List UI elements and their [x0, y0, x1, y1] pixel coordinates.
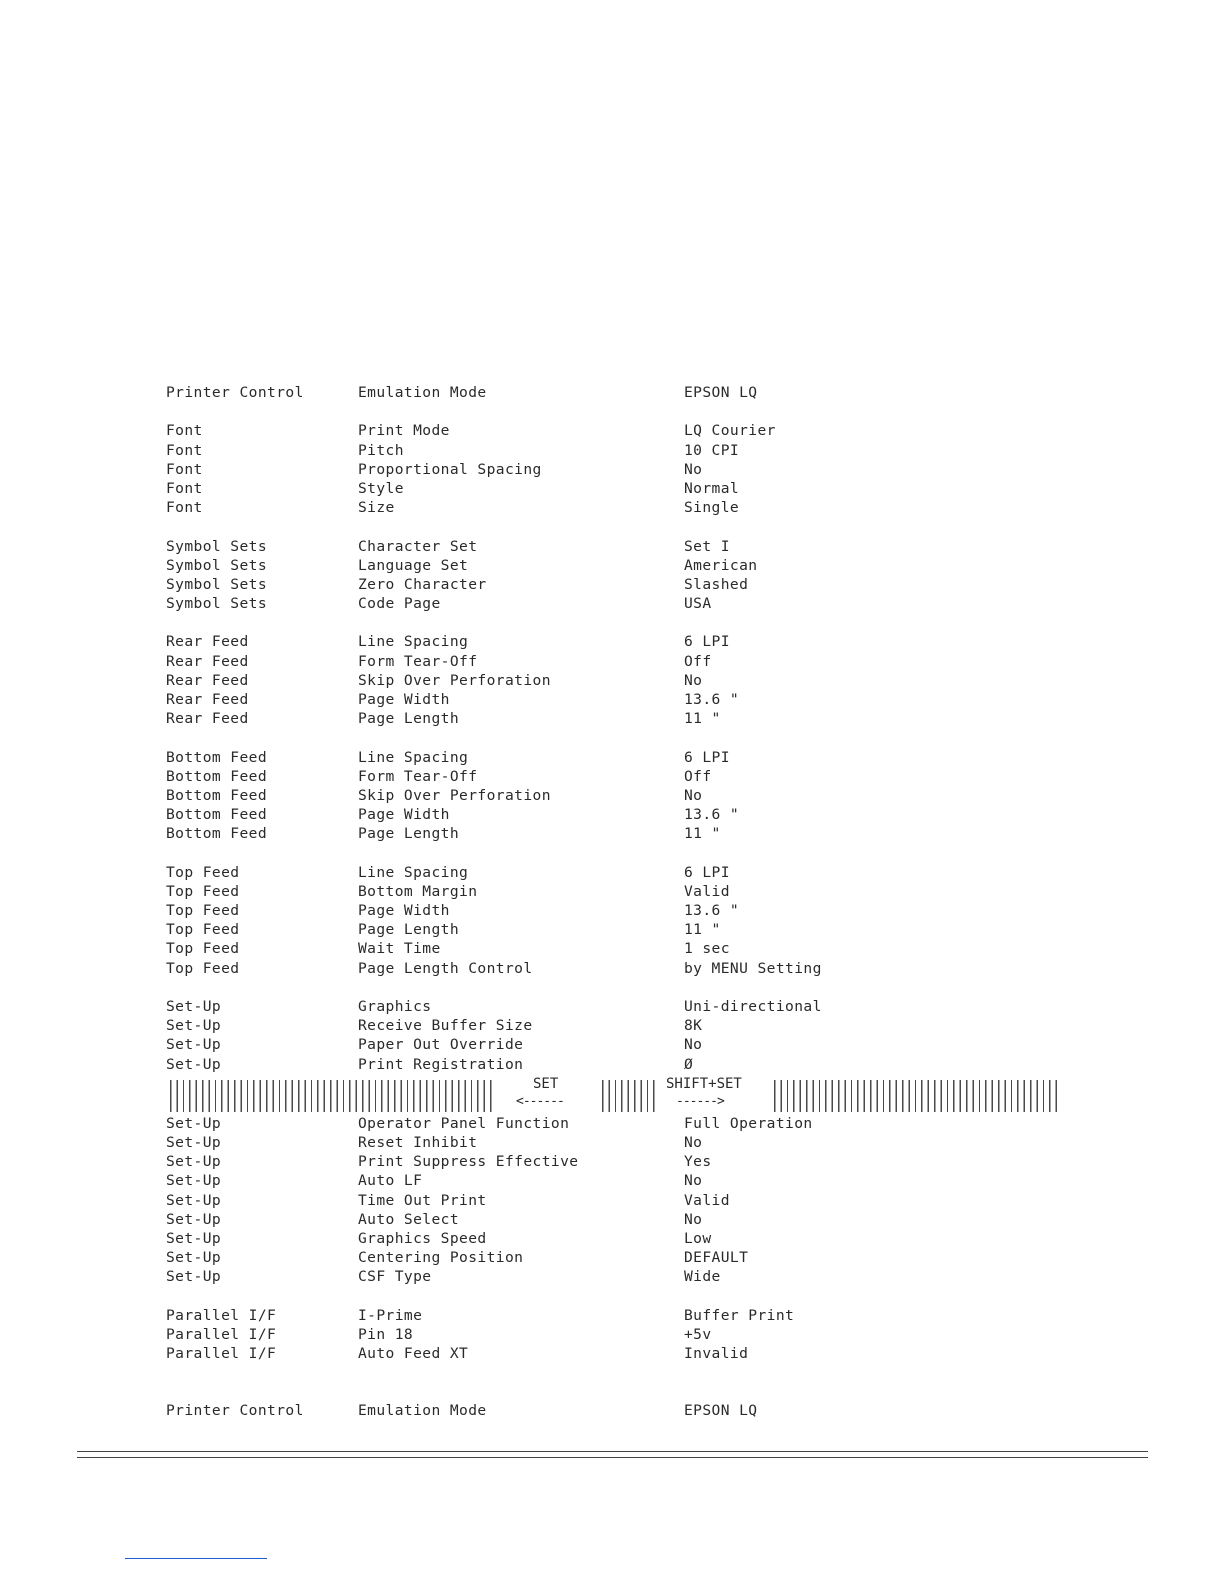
setting-name: Code Page	[358, 595, 441, 613]
setting-value: Normal	[684, 479, 740, 497]
setting-category: Top Feed	[166, 959, 240, 977]
setting-row	[166, 920, 1066, 939]
setting-value: 11 "	[684, 825, 721, 843]
divider-stripes-middle	[602, 1080, 656, 1112]
setting-value: Single	[684, 499, 740, 517]
setting-row	[166, 863, 1066, 882]
setting-name: Form Tear-Off	[358, 767, 478, 785]
setting-category: Symbol Sets	[166, 556, 268, 574]
setting-row	[166, 652, 1066, 671]
setting-name: Style	[358, 479, 404, 497]
setting-row	[166, 632, 1066, 651]
setting-value: 13.6 "	[684, 691, 740, 708]
setting-row	[166, 671, 1066, 690]
setting-value: 11 "	[684, 921, 721, 939]
setting-name: Graphics	[358, 998, 432, 1015]
setting-row	[166, 1325, 1066, 1344]
setting-name: Line Spacing	[358, 748, 469, 766]
setting-value: No	[684, 1133, 703, 1151]
setting-value: Buffer Print	[684, 1306, 795, 1324]
setting-value: DEFAULT	[684, 1249, 749, 1267]
setting-name: Skip Over Perforation	[358, 671, 551, 689]
setting-value: No	[684, 1036, 703, 1054]
setting-row	[166, 1229, 1066, 1248]
setting-row	[166, 997, 1066, 1016]
setting-category: Symbol Sets	[166, 595, 268, 613]
setting-category: Font	[166, 441, 203, 459]
setting-name: Pin 18	[358, 1325, 414, 1343]
setting-category: Printer Control	[166, 384, 304, 401]
setting-category: Symbol Sets	[166, 537, 268, 555]
setting-value: Uni-directional	[684, 998, 822, 1015]
setting-row	[166, 383, 1066, 402]
setting-value: No	[684, 1210, 703, 1228]
setting-row	[166, 882, 1066, 901]
setting-category: Top Feed	[166, 882, 240, 900]
setting-row	[166, 594, 1066, 613]
divider-stripes-right	[774, 1080, 1060, 1112]
setting-name: Time Out Print	[358, 1191, 487, 1209]
setting-row	[166, 1401, 1066, 1420]
setting-category: Set-Up	[166, 1153, 222, 1171]
setting-name: Bottom Margin	[358, 882, 478, 900]
setting-value: Ø	[684, 1055, 694, 1073]
setting-category: Font	[166, 479, 203, 497]
setting-row	[166, 421, 1066, 440]
setting-value: 8K	[684, 1017, 703, 1035]
setting-value: 1 sec	[684, 940, 730, 958]
setting-value: 10 CPI	[684, 441, 740, 459]
setting-name: Auto Select	[358, 1210, 460, 1228]
setting-value: American	[684, 556, 758, 574]
setting-name: Print Mode	[358, 422, 450, 440]
footer-rule-top	[77, 1451, 1148, 1452]
setting-name: Paper Out Override	[358, 1036, 524, 1054]
setting-name: Character Set	[358, 537, 478, 555]
setting-category: Set-Up	[166, 1114, 222, 1132]
setting-row	[166, 479, 1066, 498]
setting-value: Wide	[684, 1268, 721, 1286]
setting-name: Size	[358, 499, 395, 517]
setting-category: Set-Up	[166, 1036, 222, 1054]
setting-row	[166, 748, 1066, 767]
setting-row	[166, 460, 1066, 479]
setting-category: Bottom Feed	[166, 806, 268, 824]
setting-row	[166, 1248, 1066, 1267]
setting-name: Page Length	[358, 710, 460, 728]
setting-value: 6 LPI	[684, 633, 730, 651]
setting-row	[166, 1035, 1066, 1054]
setting-row	[166, 1133, 1066, 1152]
setting-name: Wait Time	[358, 940, 441, 958]
setting-row	[166, 441, 1066, 460]
setting-category: Symbol Sets	[166, 575, 268, 593]
setting-row	[166, 537, 1066, 556]
shift-set-arrow-right: ------>	[676, 1093, 724, 1109]
setting-value: No	[684, 460, 703, 478]
setting-name: Form Tear-Off	[358, 652, 478, 670]
setting-row	[166, 1171, 1066, 1190]
setting-name: I-Prime	[358, 1306, 423, 1324]
setting-category: Top Feed	[166, 940, 240, 958]
setting-value: No	[684, 1172, 703, 1190]
setting-name: Pitch	[358, 441, 404, 459]
setting-category: Set-Up	[166, 1268, 222, 1286]
setting-name: Auto Feed XT	[358, 1345, 469, 1362]
setting-name: Page Width	[358, 691, 450, 708]
setting-category: Printer Control	[166, 1402, 304, 1420]
printer-settings-printout	[166, 383, 1066, 1420]
setting-category: Set-Up	[166, 1249, 222, 1267]
set-label: SET	[533, 1075, 559, 1092]
setting-category: Parallel I/F	[166, 1306, 277, 1324]
setting-row	[166, 575, 1066, 594]
setting-row	[166, 556, 1066, 575]
setting-name: Auto LF	[358, 1172, 423, 1190]
setting-row	[166, 1267, 1066, 1286]
setting-row	[166, 901, 1066, 920]
shift-set-label: SHIFT+SET	[666, 1075, 742, 1092]
setting-name: Graphics Speed	[358, 1229, 487, 1247]
setting-row	[166, 1344, 1066, 1363]
setting-row	[166, 786, 1066, 805]
setting-value: Low	[684, 1229, 712, 1247]
setting-value: No	[684, 786, 703, 804]
setting-row	[166, 1210, 1066, 1229]
setting-category: Set-Up	[166, 1229, 222, 1247]
setting-row	[166, 1152, 1066, 1171]
setting-value: EPSON LQ	[684, 1402, 758, 1420]
setting-row	[166, 824, 1066, 843]
setting-value: Off	[684, 652, 712, 670]
setting-category: Set-Up	[166, 1055, 222, 1073]
setting-category: Set-Up	[166, 1191, 222, 1209]
setting-category: Bottom Feed	[166, 825, 268, 843]
setting-category: Bottom Feed	[166, 786, 268, 804]
setting-value: USA	[684, 595, 712, 613]
setting-value: 6 LPI	[684, 748, 730, 766]
setting-value: Valid	[684, 882, 730, 900]
setting-value: 13.6 "	[684, 806, 740, 824]
setting-category: Bottom Feed	[166, 748, 268, 766]
setting-name: Page Width	[358, 806, 450, 824]
setting-category: Font	[166, 460, 203, 478]
setting-name: Line Spacing	[358, 863, 469, 881]
setting-value: Slashed	[684, 575, 749, 593]
setting-name: Centering Position	[358, 1249, 524, 1267]
setting-value: No	[684, 671, 703, 689]
setting-row	[166, 805, 1066, 824]
setting-value: by MENU Setting	[684, 959, 822, 977]
setting-category: Top Feed	[166, 863, 240, 881]
setting-name: Line Spacing	[358, 633, 469, 651]
setting-row	[166, 1016, 1066, 1035]
setting-category: Rear Feed	[166, 652, 249, 670]
setting-row	[166, 939, 1066, 958]
setting-name: Print Registration	[358, 1055, 524, 1073]
setting-row	[166, 767, 1066, 786]
setting-value: EPSON LQ	[684, 384, 758, 401]
setting-name: Receive Buffer Size	[358, 1017, 533, 1035]
setting-name: Skip Over Perforation	[358, 786, 551, 804]
setting-name: Reset Inhibit	[358, 1133, 478, 1151]
setting-name: Proportional Spacing	[358, 460, 542, 478]
setting-category: Top Feed	[166, 921, 240, 939]
setting-value: Full Operation	[684, 1114, 813, 1132]
set-shift-divider	[166, 1076, 1066, 1114]
setting-row	[166, 959, 1066, 978]
setting-row	[166, 1191, 1066, 1210]
setting-value: Invalid	[684, 1345, 749, 1362]
setting-row	[166, 1114, 1066, 1133]
setting-category: Parallel I/F	[166, 1325, 277, 1343]
setting-name: Page Length Control	[358, 959, 533, 977]
setting-category: Font	[166, 499, 203, 517]
setting-name: CSF Type	[358, 1268, 432, 1286]
setting-name: Emulation Mode	[358, 384, 487, 401]
setting-value: LQ Courier	[684, 422, 776, 440]
setting-value: Set I	[684, 537, 730, 555]
setting-category: Font	[166, 422, 203, 440]
setting-category: Rear Feed	[166, 633, 249, 651]
setting-name: Emulation Mode	[358, 1402, 487, 1420]
setting-category: Rear Feed	[166, 691, 249, 708]
setting-row	[166, 1306, 1066, 1325]
setting-category: Set-Up	[166, 1017, 222, 1035]
setting-name: Page Width	[358, 902, 450, 920]
setting-value: 13.6 "	[684, 902, 740, 920]
setting-category: Parallel I/F	[166, 1345, 277, 1362]
setting-value: Valid	[684, 1191, 730, 1209]
setting-category: Bottom Feed	[166, 767, 268, 785]
setting-row	[166, 1055, 1066, 1074]
divider-stripes-left	[170, 1080, 492, 1112]
setting-category: Set-Up	[166, 1172, 222, 1190]
setting-name: Page Length	[358, 825, 460, 843]
setting-category: Rear Feed	[166, 671, 249, 689]
footer-rule-bottom	[77, 1457, 1148, 1458]
setting-category: Set-Up	[166, 1210, 222, 1228]
setting-value: Off	[684, 767, 712, 785]
setting-value: 6 LPI	[684, 863, 730, 881]
setting-category: Set-Up	[166, 1133, 222, 1151]
setting-row	[166, 690, 1066, 709]
setting-name: Language Set	[358, 556, 469, 574]
setting-row	[166, 498, 1066, 517]
setting-category: Set-Up	[166, 998, 222, 1015]
setting-name: Operator Panel Function	[358, 1114, 570, 1132]
setting-name: Zero Character	[358, 575, 487, 593]
setting-value: +5v	[684, 1325, 712, 1343]
setting-name: Page Length	[358, 921, 460, 939]
setting-value: 11 "	[684, 710, 721, 728]
setting-value: Yes	[684, 1153, 712, 1171]
setting-row	[166, 709, 1066, 728]
footer-link-underline[interactable]	[125, 1558, 267, 1559]
set-arrow-left: <------	[516, 1093, 564, 1109]
setting-name: Print Suppress Effective	[358, 1153, 579, 1171]
setting-category: Rear Feed	[166, 710, 249, 728]
setting-category: Top Feed	[166, 902, 240, 920]
